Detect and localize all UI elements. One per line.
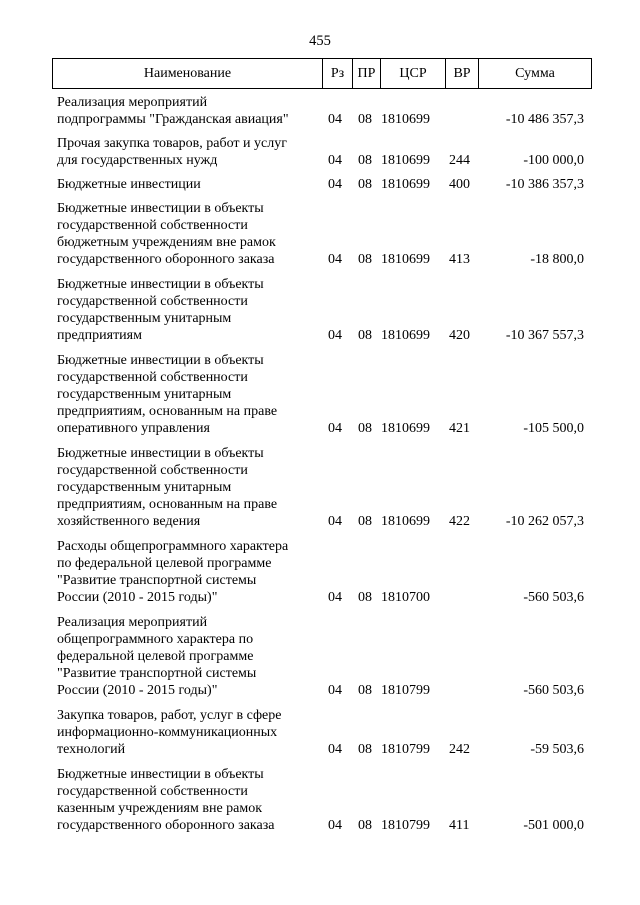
table-row — [0, 200, 640, 268]
row-rz: 04 — [328, 328, 342, 343]
row-name-line: предприятиям, основанным на праве — [57, 497, 278, 512]
row-name-line: бюджетным учреждениям вне рамок — [57, 235, 276, 250]
row-name-line: хозяйственного ведения — [57, 514, 201, 529]
row-sum: -10 262 057,3 — [505, 514, 584, 529]
header-sum: Сумма — [478, 59, 591, 88]
row-name-line: Бюджетные инвестиции в объекты — [57, 353, 264, 368]
table-row — [0, 538, 640, 606]
row-rz: 04 — [328, 683, 342, 698]
row-name — [57, 135, 315, 169]
row-vr: 420 — [449, 328, 470, 343]
row-name-line: предприятиям, основанным на праве — [57, 404, 278, 419]
table-body — [0, 94, 640, 834]
row-name-line: государственной собственности — [57, 218, 248, 233]
row-csr: 1810799 — [381, 818, 430, 833]
row-rz: 04 — [328, 742, 342, 757]
row-rz: 04 — [328, 818, 342, 833]
row-csr: 1810699 — [381, 112, 430, 127]
row-pr: 08 — [358, 328, 372, 343]
row-name-line: общепрограммного характера по — [57, 632, 254, 647]
row-rz: 04 — [328, 590, 342, 605]
row-vr: 421 — [449, 421, 470, 436]
table-header — [52, 58, 592, 89]
page-number: 455 — [309, 33, 331, 49]
row-csr: 1810699 — [381, 153, 430, 168]
row-name-line: России (2010 - 2015 годы)" — [57, 590, 218, 605]
row-name — [57, 176, 315, 193]
row-pr: 08 — [358, 421, 372, 436]
row-name — [57, 614, 315, 699]
row-pr: 08 — [358, 683, 372, 698]
row-vr: 422 — [449, 514, 470, 529]
header-rz: Рз — [322, 59, 352, 88]
row-name-line: "Развитие транспортной системы — [57, 666, 257, 681]
row-name-line: Бюджетные инвестиции — [57, 177, 201, 192]
row-csr: 1810699 — [381, 328, 430, 343]
row-name-line: государственного оборонного заказа — [57, 252, 275, 267]
row-pr: 08 — [358, 742, 372, 757]
row-pr: 08 — [358, 818, 372, 833]
row-rz: 04 — [328, 153, 342, 168]
row-csr: 1810699 — [381, 421, 430, 436]
row-vr: 413 — [449, 252, 470, 267]
row-name-line: информационно-коммуникационных — [57, 725, 278, 740]
row-name-line: Бюджетные инвестиции в объекты — [57, 767, 264, 782]
table-row — [0, 614, 640, 699]
row-sum: -100 000,0 — [523, 153, 584, 168]
row-sum: -59 503,6 — [530, 742, 584, 757]
row-name-line: Расходы общепрограммного характера — [57, 539, 289, 554]
row-name-line: России (2010 - 2015 годы)" — [57, 683, 218, 698]
table-row — [0, 94, 640, 128]
row-csr: 1810700 — [381, 590, 430, 605]
row-name — [57, 707, 315, 758]
row-sum: -501 000,0 — [523, 818, 584, 833]
row-name — [57, 538, 315, 606]
row-name-line: подпрограммы "Гражданская авиация" — [57, 112, 289, 127]
row-name-line: государственной собственности — [57, 370, 248, 385]
row-name-line: технологий — [57, 742, 126, 757]
row-pr: 08 — [358, 590, 372, 605]
row-name-line: государственным унитарным — [57, 311, 232, 326]
row-csr: 1810699 — [381, 252, 430, 267]
row-name-line: Реализация мероприятий — [57, 615, 208, 630]
table-row — [0, 766, 640, 834]
row-pr: 08 — [358, 153, 372, 168]
table-row — [0, 135, 640, 169]
row-name — [57, 200, 315, 268]
table-row — [0, 707, 640, 758]
row-name-line: Прочая закупка товаров, работ и услуг — [57, 136, 287, 151]
row-sum: -10 386 357,3 — [505, 177, 584, 192]
row-name — [57, 352, 315, 437]
row-csr: 1810799 — [381, 683, 430, 698]
row-name-line: федеральной целевой программе — [57, 649, 254, 664]
header-vr: ВР — [445, 59, 478, 88]
row-sum: -560 503,6 — [523, 590, 584, 605]
header-csr: ЦСР — [380, 59, 445, 88]
row-vr: 242 — [449, 742, 470, 757]
row-name — [57, 94, 315, 128]
row-rz: 04 — [328, 252, 342, 267]
row-pr: 08 — [358, 514, 372, 529]
row-name-line: Реализация мероприятий — [57, 95, 208, 110]
row-name — [57, 766, 315, 834]
table-row — [0, 276, 640, 344]
table-row — [0, 176, 640, 193]
row-name-line: для государственных нужд — [57, 153, 218, 168]
row-name-line: государственным унитарным — [57, 480, 232, 495]
row-name — [57, 276, 315, 344]
row-rz: 04 — [328, 112, 342, 127]
row-name — [57, 445, 315, 530]
row-csr: 1810699 — [381, 177, 430, 192]
row-vr: 411 — [449, 818, 470, 833]
row-csr: 1810799 — [381, 742, 430, 757]
row-name-line: Закупка товаров, работ, услуг в сфере — [57, 708, 282, 723]
table-row — [0, 445, 640, 530]
row-rz: 04 — [328, 421, 342, 436]
row-name-line: Бюджетные инвестиции в объекты — [57, 446, 264, 461]
row-sum: -18 800,0 — [530, 252, 584, 267]
header-pr: ПР — [352, 59, 380, 88]
row-name-line: государственной собственности — [57, 294, 248, 309]
row-pr: 08 — [358, 112, 372, 127]
row-name-line: государственным унитарным — [57, 387, 232, 402]
row-sum: -560 503,6 — [523, 683, 584, 698]
row-name-line: государственной собственности — [57, 784, 248, 799]
row-vr: 400 — [449, 177, 470, 192]
row-csr: 1810699 — [381, 514, 430, 529]
row-name-line: оперативного управления — [57, 421, 210, 436]
row-name-line: государственного оборонного заказа — [57, 818, 275, 833]
row-pr: 08 — [358, 252, 372, 267]
row-name-line: "Развитие транспортной системы — [57, 573, 257, 588]
row-sum: -10 367 557,3 — [505, 328, 584, 343]
row-name-line: Бюджетные инвестиции в объекты — [57, 201, 264, 216]
row-name-line: казенным учреждениям вне рамок — [57, 801, 263, 816]
row-sum: -10 486 357,3 — [505, 112, 584, 127]
row-rz: 04 — [328, 514, 342, 529]
row-name-line: предприятиям — [57, 328, 142, 343]
row-sum: -105 500,0 — [523, 421, 584, 436]
header-name: Наименование — [143, 65, 232, 81]
row-vr: 244 — [449, 153, 470, 168]
row-name-line: по федеральной целевой программе — [57, 556, 272, 571]
row-name-line: Бюджетные инвестиции в объекты — [57, 277, 264, 292]
row-pr: 08 — [358, 177, 372, 192]
row-rz: 04 — [328, 177, 342, 192]
table-row — [0, 352, 640, 437]
row-name-line: государственной собственности — [57, 463, 248, 478]
